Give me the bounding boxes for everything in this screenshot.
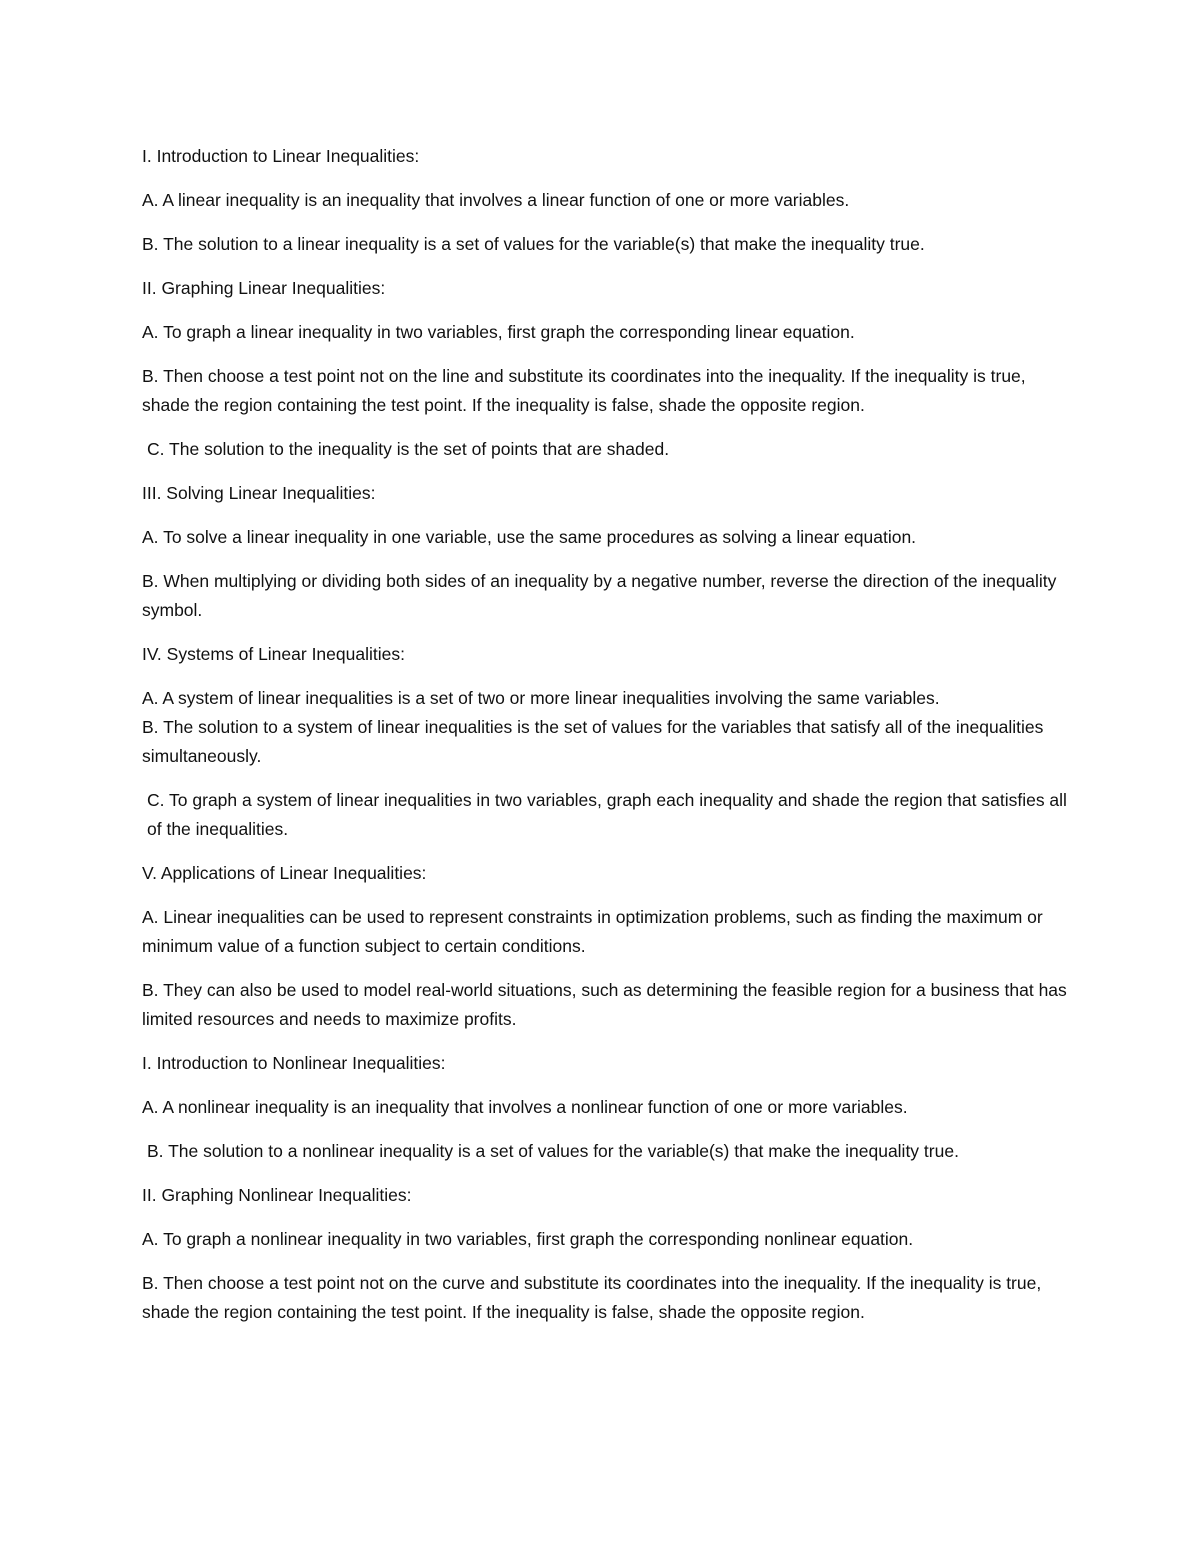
heading-intro-linear: I. Introduction to Linear Inequalities: — [142, 146, 420, 166]
paragraph: A. To solve a linear inequality in one variable, use the same procedures as solving a linear equation. — [142, 527, 917, 547]
paragraph: C. To graph a system of linear inequalities in two variables, graph each inequality and shade the region that satisfies all of the inequalities. — [147, 790, 1067, 839]
heading-graphing-linear: II. Graphing Linear Inequalities: — [142, 278, 386, 298]
paragraph: A. A linear inequality is an inequality that involves a linear function of one or more variables. — [142, 190, 850, 210]
paragraph: B. The solution to a linear inequality is a set of values for the variable(s) that make the inequality true. — [142, 234, 925, 254]
heading-graphing-nonlinear: II. Graphing Nonlinear Inequalities: — [142, 1185, 412, 1205]
paragraph: A. To graph a nonlinear inequality in two variables, first graph the corresponding nonlinear equation. — [142, 1229, 914, 1249]
heading-intro-nonlinear: I. Introduction to Nonlinear Inequalities: — [142, 1053, 446, 1073]
heading-systems-linear: IV. Systems of Linear Inequalities: — [142, 644, 405, 664]
paragraph: B. Then choose a test point not on the curve and substitute its coordinates into the inequality. If the inequality is true, shade the region containing the test point. If the inequality is false, shade the opposite region. — [142, 1273, 1042, 1322]
paragraph: B. The solution to a system of linear inequalities is the set of values for the variables that satisfy all of the inequalities simultaneously. — [142, 717, 1044, 766]
paragraph: B. The solution to a nonlinear inequality is a set of values for the variable(s) that make the inequality true. — [147, 1141, 959, 1161]
paragraph: B. Then choose a test point not on the line and substitute its coordinates into the inequality. If the inequality is true, shade the region containing the test point. If the inequality is false, shade the opposite region. — [142, 366, 1026, 415]
heading-solving-linear: III. Solving Linear Inequalities: — [142, 483, 376, 503]
paragraph: A. To graph a linear inequality in two variables, first graph the corresponding linear equation. — [142, 322, 855, 342]
paragraph: C. The solution to the inequality is the set of points that are shaded. — [147, 439, 670, 459]
heading-applications-linear: V. Applications of Linear Inequalities: — [142, 863, 427, 883]
paragraph: B. When multiplying or dividing both sides of an inequality by a negative number, reverse the direction of the inequality symbol. — [142, 571, 1057, 620]
document-body — [142, 142, 1072, 1327]
paragraph: A. Linear inequalities can be used to represent constraints in optimization problems, such as finding the maximum or minimum value of a function subject to certain conditions. — [142, 907, 1043, 956]
paragraph: A. A system of linear inequalities is a set of two or more linear inequalities involving the same variables. — [142, 688, 940, 708]
paragraph: A. A nonlinear inequality is an inequality that involves a nonlinear function of one or more variables. — [142, 1097, 908, 1117]
paragraph: B. They can also be used to model real-world situations, such as determining the feasible region for a business that has limited resources and needs to maximize profits. — [142, 980, 1067, 1029]
